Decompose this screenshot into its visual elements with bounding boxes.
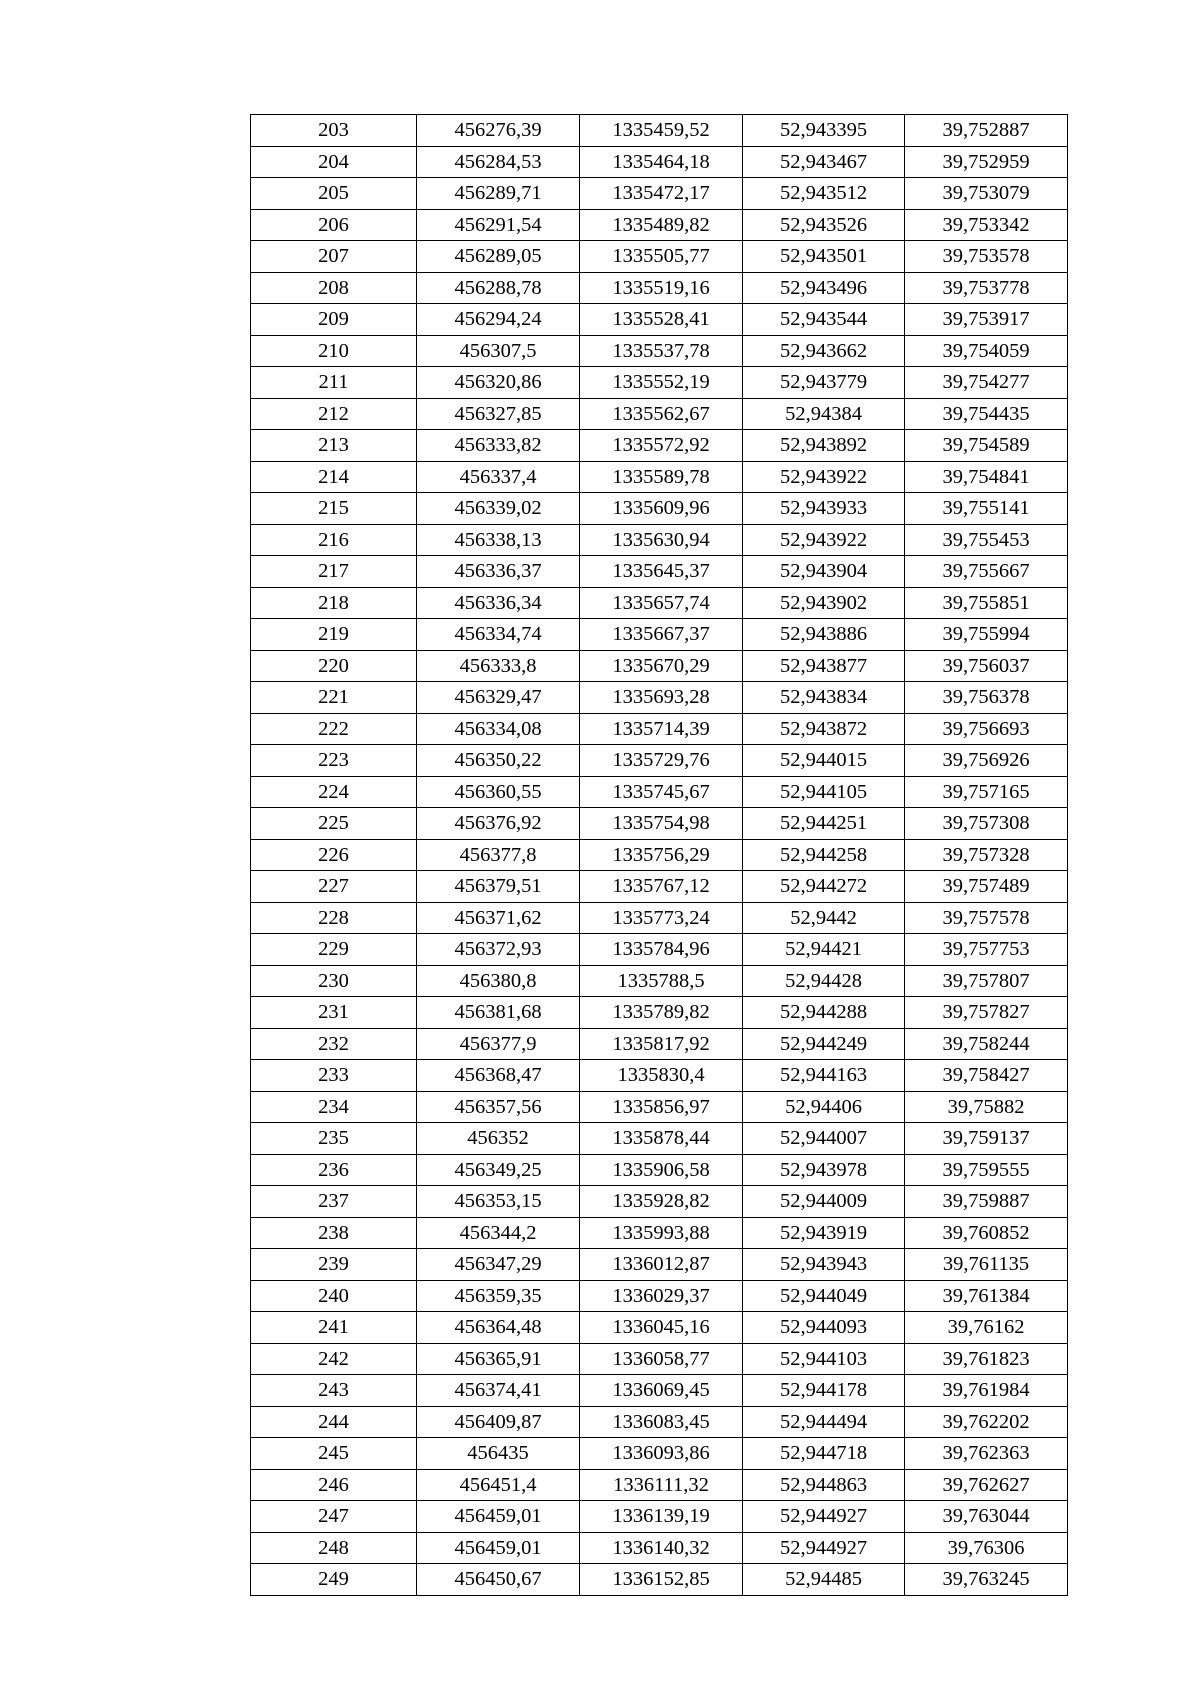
- x-coordinate-cell: 456289,71: [417, 178, 580, 210]
- y-coordinate-cell: 1335729,76: [580, 745, 743, 777]
- y-coordinate-cell: 1335519,16: [580, 272, 743, 304]
- x-coordinate-cell: 456284,53: [417, 146, 580, 178]
- x-coordinate-cell: 456365,91: [417, 1343, 580, 1375]
- x-coordinate-cell: 456377,8: [417, 839, 580, 871]
- y-coordinate-cell: 1335505,77: [580, 241, 743, 273]
- longitude-cell: 39,753778: [905, 272, 1068, 304]
- table-row: [251, 1501, 1068, 1533]
- y-coordinate-cell: 1335572,92: [580, 430, 743, 462]
- longitude-cell: 39,754841: [905, 461, 1068, 493]
- x-coordinate-cell: 456451,4: [417, 1469, 580, 1501]
- latitude-cell: 52,943886: [743, 619, 905, 651]
- latitude-cell: 52,944049: [743, 1280, 905, 1312]
- table-row: [251, 1028, 1068, 1060]
- table-row: [251, 871, 1068, 903]
- latitude-cell: 52,943922: [743, 461, 905, 493]
- point-number-cell: 239: [251, 1249, 417, 1281]
- y-coordinate-cell: 1336029,37: [580, 1280, 743, 1312]
- x-coordinate-cell: 456337,4: [417, 461, 580, 493]
- point-number-cell: 238: [251, 1217, 417, 1249]
- longitude-cell: 39,755141: [905, 493, 1068, 525]
- x-coordinate-cell: 456459,01: [417, 1532, 580, 1564]
- table-row: [251, 1091, 1068, 1123]
- y-coordinate-cell: 1335830,4: [580, 1060, 743, 1092]
- latitude-cell: 52,943922: [743, 524, 905, 556]
- x-coordinate-cell: 456360,55: [417, 776, 580, 808]
- table-row: [251, 1438, 1068, 1470]
- table-row: [251, 430, 1068, 462]
- longitude-cell: 39,752959: [905, 146, 1068, 178]
- x-coordinate-cell: 456372,93: [417, 934, 580, 966]
- x-coordinate-cell: 456380,8: [417, 965, 580, 997]
- longitude-cell: 39,760852: [905, 1217, 1068, 1249]
- x-coordinate-cell: 456334,74: [417, 619, 580, 651]
- point-number-cell: 225: [251, 808, 417, 840]
- latitude-cell: 52,944718: [743, 1438, 905, 1470]
- longitude-cell: 39,759137: [905, 1123, 1068, 1155]
- x-coordinate-cell: 456359,35: [417, 1280, 580, 1312]
- point-number-cell: 223: [251, 745, 417, 777]
- point-number-cell: 208: [251, 272, 417, 304]
- longitude-cell: 39,755994: [905, 619, 1068, 651]
- table-row: [251, 1280, 1068, 1312]
- x-coordinate-cell: 456377,9: [417, 1028, 580, 1060]
- latitude-cell: 52,944103: [743, 1343, 905, 1375]
- latitude-cell: 52,943512: [743, 178, 905, 210]
- point-number-cell: 218: [251, 587, 417, 619]
- y-coordinate-cell: 1335459,52: [580, 115, 743, 147]
- point-number-cell: 234: [251, 1091, 417, 1123]
- table-row: [251, 997, 1068, 1029]
- latitude-cell: 52,94406: [743, 1091, 905, 1123]
- y-coordinate-cell: 1335993,88: [580, 1217, 743, 1249]
- table-row: [251, 902, 1068, 934]
- x-coordinate-cell: 456350,22: [417, 745, 580, 777]
- x-coordinate-cell: 456276,39: [417, 115, 580, 147]
- latitude-cell: 52,943933: [743, 493, 905, 525]
- longitude-cell: 39,759555: [905, 1154, 1068, 1186]
- x-coordinate-cell: 456336,34: [417, 587, 580, 619]
- latitude-cell: 52,944927: [743, 1501, 905, 1533]
- table-row: [251, 209, 1068, 241]
- table-row: [251, 493, 1068, 525]
- point-number-cell: 242: [251, 1343, 417, 1375]
- latitude-cell: 52,944015: [743, 745, 905, 777]
- latitude-cell: 52,943904: [743, 556, 905, 588]
- y-coordinate-cell: 1336139,19: [580, 1501, 743, 1533]
- point-number-cell: 233: [251, 1060, 417, 1092]
- y-coordinate-cell: 1335754,98: [580, 808, 743, 840]
- y-coordinate-cell: 1336058,77: [580, 1343, 743, 1375]
- latitude-cell: 52,943544: [743, 304, 905, 336]
- x-coordinate-cell: 456352: [417, 1123, 580, 1155]
- longitude-cell: 39,757328: [905, 839, 1068, 871]
- table-row: [251, 1532, 1068, 1564]
- longitude-cell: 39,762202: [905, 1406, 1068, 1438]
- y-coordinate-cell: 1335767,12: [580, 871, 743, 903]
- x-coordinate-cell: 456459,01: [417, 1501, 580, 1533]
- longitude-cell: 39,762627: [905, 1469, 1068, 1501]
- x-coordinate-cell: 456435: [417, 1438, 580, 1470]
- x-coordinate-cell: 456333,82: [417, 430, 580, 462]
- table-row: [251, 1406, 1068, 1438]
- latitude-cell: 52,944007: [743, 1123, 905, 1155]
- point-number-cell: 228: [251, 902, 417, 934]
- y-coordinate-cell: 1335630,94: [580, 524, 743, 556]
- longitude-cell: 39,761984: [905, 1375, 1068, 1407]
- longitude-cell: 39,76306: [905, 1532, 1068, 1564]
- point-number-cell: 237: [251, 1186, 417, 1218]
- longitude-cell: 39,762363: [905, 1438, 1068, 1470]
- longitude-cell: 39,758427: [905, 1060, 1068, 1092]
- longitude-cell: 39,755667: [905, 556, 1068, 588]
- y-coordinate-cell: 1335472,17: [580, 178, 743, 210]
- y-coordinate-cell: 1336012,87: [580, 1249, 743, 1281]
- latitude-cell: 52,943978: [743, 1154, 905, 1186]
- point-number-cell: 245: [251, 1438, 417, 1470]
- table-row: [251, 1375, 1068, 1407]
- latitude-cell: 52,943834: [743, 682, 905, 714]
- longitude-cell: 39,753342: [905, 209, 1068, 241]
- latitude-cell: 52,944009: [743, 1186, 905, 1218]
- x-coordinate-cell: 456357,56: [417, 1091, 580, 1123]
- table-row: [251, 682, 1068, 714]
- latitude-cell: 52,943526: [743, 209, 905, 241]
- table-row: [251, 241, 1068, 273]
- point-number-cell: 249: [251, 1564, 417, 1596]
- x-coordinate-cell: 456307,5: [417, 335, 580, 367]
- point-number-cell: 204: [251, 146, 417, 178]
- point-number-cell: 240: [251, 1280, 417, 1312]
- x-coordinate-cell: 456349,25: [417, 1154, 580, 1186]
- point-number-cell: 224: [251, 776, 417, 808]
- point-number-cell: 247: [251, 1501, 417, 1533]
- point-number-cell: 229: [251, 934, 417, 966]
- latitude-cell: 52,943395: [743, 115, 905, 147]
- x-coordinate-cell: 456339,02: [417, 493, 580, 525]
- longitude-cell: 39,757807: [905, 965, 1068, 997]
- y-coordinate-cell: 1335817,92: [580, 1028, 743, 1060]
- longitude-cell: 39,763044: [905, 1501, 1068, 1533]
- table-row: [251, 146, 1068, 178]
- table-row: [251, 650, 1068, 682]
- y-coordinate-cell: 1335784,96: [580, 934, 743, 966]
- y-coordinate-cell: 1335562,67: [580, 398, 743, 430]
- y-coordinate-cell: 1336152,85: [580, 1564, 743, 1596]
- y-coordinate-cell: 1336045,16: [580, 1312, 743, 1344]
- latitude-cell: 52,943496: [743, 272, 905, 304]
- point-number-cell: 213: [251, 430, 417, 462]
- longitude-cell: 39,752887: [905, 115, 1068, 147]
- x-coordinate-cell: 456379,51: [417, 871, 580, 903]
- table-row: [251, 839, 1068, 871]
- latitude-cell: 52,944105: [743, 776, 905, 808]
- latitude-cell: 52,94384: [743, 398, 905, 430]
- y-coordinate-cell: 1335464,18: [580, 146, 743, 178]
- table-row: [251, 1186, 1068, 1218]
- point-number-cell: 210: [251, 335, 417, 367]
- longitude-cell: 39,756378: [905, 682, 1068, 714]
- longitude-cell: 39,757165: [905, 776, 1068, 808]
- point-number-cell: 209: [251, 304, 417, 336]
- point-number-cell: 221: [251, 682, 417, 714]
- x-coordinate-cell: 456368,47: [417, 1060, 580, 1092]
- x-coordinate-cell: 456289,05: [417, 241, 580, 273]
- longitude-cell: 39,755453: [905, 524, 1068, 556]
- longitude-cell: 39,757489: [905, 871, 1068, 903]
- coordinates-table-body: [251, 115, 1068, 1596]
- y-coordinate-cell: 1336083,45: [580, 1406, 743, 1438]
- table-row: [251, 934, 1068, 966]
- table-row: [251, 461, 1068, 493]
- table-row: [251, 1312, 1068, 1344]
- longitude-cell: 39,756037: [905, 650, 1068, 682]
- x-coordinate-cell: 456288,78: [417, 272, 580, 304]
- point-number-cell: 222: [251, 713, 417, 745]
- table-row: [251, 619, 1068, 651]
- x-coordinate-cell: 456336,37: [417, 556, 580, 588]
- x-coordinate-cell: 456294,24: [417, 304, 580, 336]
- x-coordinate-cell: 456334,08: [417, 713, 580, 745]
- y-coordinate-cell: 1335657,74: [580, 587, 743, 619]
- latitude-cell: 52,94421: [743, 934, 905, 966]
- latitude-cell: 52,94428: [743, 965, 905, 997]
- latitude-cell: 52,944258: [743, 839, 905, 871]
- latitude-cell: 52,944494: [743, 1406, 905, 1438]
- point-number-cell: 243: [251, 1375, 417, 1407]
- latitude-cell: 52,94485: [743, 1564, 905, 1596]
- table-row: [251, 1060, 1068, 1092]
- latitude-cell: 52,944272: [743, 871, 905, 903]
- table-row: [251, 776, 1068, 808]
- latitude-cell: 52,943501: [743, 241, 905, 273]
- longitude-cell: 39,763245: [905, 1564, 1068, 1596]
- point-number-cell: 230: [251, 965, 417, 997]
- longitude-cell: 39,756693: [905, 713, 1068, 745]
- point-number-cell: 216: [251, 524, 417, 556]
- point-number-cell: 211: [251, 367, 417, 399]
- longitude-cell: 39,753578: [905, 241, 1068, 273]
- point-number-cell: 235: [251, 1123, 417, 1155]
- y-coordinate-cell: 1335645,37: [580, 556, 743, 588]
- y-coordinate-cell: 1335528,41: [580, 304, 743, 336]
- longitude-cell: 39,753079: [905, 178, 1068, 210]
- longitude-cell: 39,758244: [905, 1028, 1068, 1060]
- table-row: [251, 1469, 1068, 1501]
- coordinates-table: [250, 114, 1068, 1596]
- table-row: [251, 304, 1068, 336]
- longitude-cell: 39,753917: [905, 304, 1068, 336]
- longitude-cell: 39,755851: [905, 587, 1068, 619]
- y-coordinate-cell: 1336093,86: [580, 1438, 743, 1470]
- table-row: [251, 272, 1068, 304]
- x-coordinate-cell: 456329,47: [417, 682, 580, 714]
- x-coordinate-cell: 456409,87: [417, 1406, 580, 1438]
- y-coordinate-cell: 1335745,67: [580, 776, 743, 808]
- point-number-cell: 232: [251, 1028, 417, 1060]
- longitude-cell: 39,76162: [905, 1312, 1068, 1344]
- longitude-cell: 39,761384: [905, 1280, 1068, 1312]
- y-coordinate-cell: 1336069,45: [580, 1375, 743, 1407]
- x-coordinate-cell: 456327,85: [417, 398, 580, 430]
- latitude-cell: 52,944093: [743, 1312, 905, 1344]
- y-coordinate-cell: 1335589,78: [580, 461, 743, 493]
- table-row: [251, 335, 1068, 367]
- longitude-cell: 39,757753: [905, 934, 1068, 966]
- point-number-cell: 227: [251, 871, 417, 903]
- table-row: [251, 1217, 1068, 1249]
- table-row: [251, 367, 1068, 399]
- latitude-cell: 52,944927: [743, 1532, 905, 1564]
- latitude-cell: 52,943877: [743, 650, 905, 682]
- table-row: [251, 1249, 1068, 1281]
- x-coordinate-cell: 456364,48: [417, 1312, 580, 1344]
- point-number-cell: 207: [251, 241, 417, 273]
- latitude-cell: 52,943779: [743, 367, 905, 399]
- x-coordinate-cell: 456381,68: [417, 997, 580, 1029]
- x-coordinate-cell: 456450,67: [417, 1564, 580, 1596]
- y-coordinate-cell: 1335878,44: [580, 1123, 743, 1155]
- point-number-cell: 236: [251, 1154, 417, 1186]
- point-number-cell: 212: [251, 398, 417, 430]
- table-row: [251, 745, 1068, 777]
- x-coordinate-cell: 456374,41: [417, 1375, 580, 1407]
- y-coordinate-cell: 1335670,29: [580, 650, 743, 682]
- y-coordinate-cell: 1335537,78: [580, 335, 743, 367]
- y-coordinate-cell: 1335928,82: [580, 1186, 743, 1218]
- longitude-cell: 39,754277: [905, 367, 1068, 399]
- y-coordinate-cell: 1336111,32: [580, 1469, 743, 1501]
- latitude-cell: 52,944249: [743, 1028, 905, 1060]
- point-number-cell: 215: [251, 493, 417, 525]
- point-number-cell: 248: [251, 1532, 417, 1564]
- longitude-cell: 39,761823: [905, 1343, 1068, 1375]
- longitude-cell: 39,754435: [905, 398, 1068, 430]
- y-coordinate-cell: 1335756,29: [580, 839, 743, 871]
- point-number-cell: 214: [251, 461, 417, 493]
- x-coordinate-cell: 456333,8: [417, 650, 580, 682]
- y-coordinate-cell: 1335773,24: [580, 902, 743, 934]
- x-coordinate-cell: 456371,62: [417, 902, 580, 934]
- point-number-cell: 231: [251, 997, 417, 1029]
- table-row: [251, 398, 1068, 430]
- latitude-cell: 52,944288: [743, 997, 905, 1029]
- longitude-cell: 39,761135: [905, 1249, 1068, 1281]
- latitude-cell: 52,944163: [743, 1060, 905, 1092]
- table-row: [251, 1343, 1068, 1375]
- point-number-cell: 226: [251, 839, 417, 871]
- table-row: [251, 587, 1068, 619]
- latitude-cell: 52,943467: [743, 146, 905, 178]
- point-number-cell: 244: [251, 1406, 417, 1438]
- table-row: [251, 1154, 1068, 1186]
- point-number-cell: 241: [251, 1312, 417, 1344]
- table-row: [251, 1123, 1068, 1155]
- y-coordinate-cell: 1335788,5: [580, 965, 743, 997]
- table-row: [251, 524, 1068, 556]
- table-row: [251, 178, 1068, 210]
- longitude-cell: 39,756926: [905, 745, 1068, 777]
- longitude-cell: 39,754059: [905, 335, 1068, 367]
- latitude-cell: 52,943872: [743, 713, 905, 745]
- y-coordinate-cell: 1335789,82: [580, 997, 743, 1029]
- point-number-cell: 246: [251, 1469, 417, 1501]
- point-number-cell: 205: [251, 178, 417, 210]
- point-number-cell: 220: [251, 650, 417, 682]
- x-coordinate-cell: 456291,54: [417, 209, 580, 241]
- longitude-cell: 39,757827: [905, 997, 1068, 1029]
- y-coordinate-cell: 1335609,96: [580, 493, 743, 525]
- y-coordinate-cell: 1335906,58: [580, 1154, 743, 1186]
- table-row: [251, 1564, 1068, 1596]
- longitude-cell: 39,75882: [905, 1091, 1068, 1123]
- longitude-cell: 39,757308: [905, 808, 1068, 840]
- table-row: [251, 808, 1068, 840]
- y-coordinate-cell: 1335693,28: [580, 682, 743, 714]
- point-number-cell: 219: [251, 619, 417, 651]
- latitude-cell: 52,944863: [743, 1469, 905, 1501]
- table-row: [251, 115, 1068, 147]
- x-coordinate-cell: 456338,13: [417, 524, 580, 556]
- y-coordinate-cell: 1336140,32: [580, 1532, 743, 1564]
- latitude-cell: 52,943662: [743, 335, 905, 367]
- table-row: [251, 713, 1068, 745]
- latitude-cell: 52,943892: [743, 430, 905, 462]
- x-coordinate-cell: 456353,15: [417, 1186, 580, 1218]
- y-coordinate-cell: 1335489,82: [580, 209, 743, 241]
- table-row: [251, 556, 1068, 588]
- latitude-cell: 52,944251: [743, 808, 905, 840]
- x-coordinate-cell: 456347,29: [417, 1249, 580, 1281]
- latitude-cell: 52,9442: [743, 902, 905, 934]
- longitude-cell: 39,759887: [905, 1186, 1068, 1218]
- point-number-cell: 217: [251, 556, 417, 588]
- y-coordinate-cell: 1335552,19: [580, 367, 743, 399]
- y-coordinate-cell: 1335667,37: [580, 619, 743, 651]
- y-coordinate-cell: 1335856,97: [580, 1091, 743, 1123]
- point-number-cell: 206: [251, 209, 417, 241]
- table-row: [251, 965, 1068, 997]
- latitude-cell: 52,944178: [743, 1375, 905, 1407]
- latitude-cell: 52,943919: [743, 1217, 905, 1249]
- point-number-cell: 203: [251, 115, 417, 147]
- latitude-cell: 52,943943: [743, 1249, 905, 1281]
- x-coordinate-cell: 456320,86: [417, 367, 580, 399]
- longitude-cell: 39,757578: [905, 902, 1068, 934]
- x-coordinate-cell: 456376,92: [417, 808, 580, 840]
- x-coordinate-cell: 456344,2: [417, 1217, 580, 1249]
- y-coordinate-cell: 1335714,39: [580, 713, 743, 745]
- longitude-cell: 39,754589: [905, 430, 1068, 462]
- latitude-cell: 52,943902: [743, 587, 905, 619]
